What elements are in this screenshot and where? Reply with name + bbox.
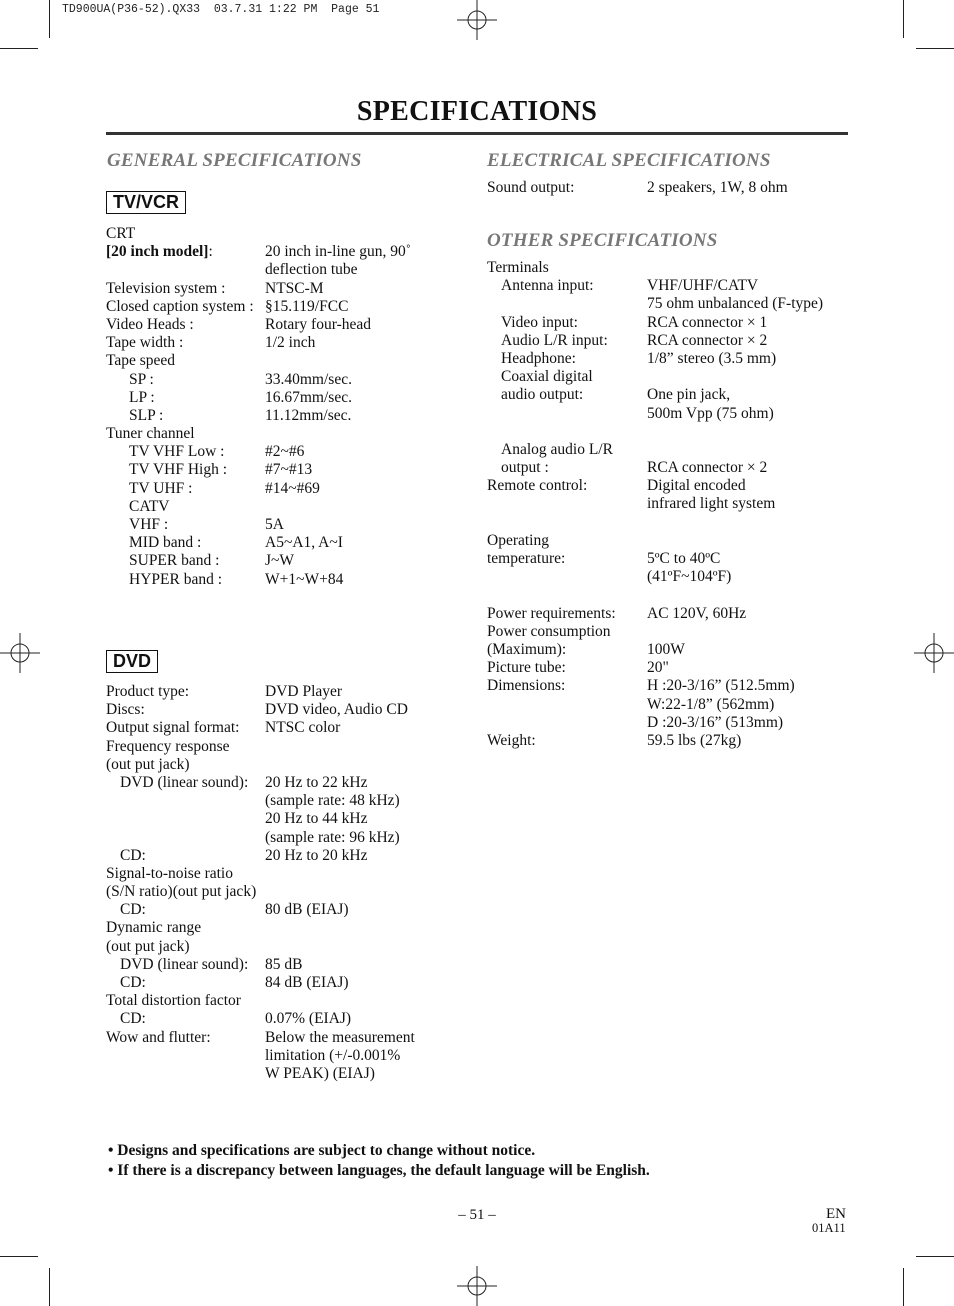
crop-mark bbox=[903, 1268, 904, 1306]
spec-label: (Maximum): bbox=[487, 640, 567, 658]
general-specs-heading: GENERAL SPECIFICATIONS bbox=[107, 150, 362, 171]
crop-mark bbox=[903, 0, 904, 38]
spec-value: 16.67mm/sec. bbox=[265, 388, 352, 406]
spec-label: Antenna input: bbox=[501, 277, 594, 295]
spec-value: (41ºF~104ºF) bbox=[647, 568, 732, 586]
spec-label: SUPER band : bbox=[129, 552, 220, 570]
spec-label: output : bbox=[501, 459, 549, 477]
spec-label: Total distortion factor bbox=[106, 992, 241, 1010]
spec-value: (sample rate: 48 kHz) bbox=[265, 792, 400, 810]
spec-label: Analog audio L/R bbox=[501, 440, 613, 458]
spec-value: 59.5 lbs (27kg) bbox=[647, 731, 742, 749]
tvvcr-label: TV/VCR bbox=[106, 191, 186, 214]
spec-value: 0.07% (EIAJ) bbox=[265, 1010, 352, 1028]
spec-value: #14~#69 bbox=[265, 479, 320, 497]
spec-label: Closed caption system : bbox=[106, 297, 254, 315]
spec-label: Television system : bbox=[106, 279, 226, 297]
spec-label: MID band : bbox=[129, 534, 202, 552]
spec-label: Power requirements: bbox=[487, 604, 616, 622]
spec-label: Tuner channel bbox=[106, 425, 195, 443]
spec-label: Dimensions: bbox=[487, 677, 566, 695]
spec-value: RCA connector × 2 bbox=[647, 331, 768, 349]
spec-value: D :20-3/16” (513mm) bbox=[647, 713, 784, 731]
spec-label: TV VHF High : bbox=[129, 461, 228, 479]
spec-label: Terminals bbox=[487, 259, 549, 276]
spec-label: HYPER band : bbox=[129, 570, 222, 588]
spec-value: deflection tube bbox=[265, 261, 358, 279]
spec-value: 80 dB (EIAJ) bbox=[265, 901, 349, 919]
spec-label: Tape speed bbox=[106, 352, 176, 370]
spec-value: 20" bbox=[647, 659, 669, 677]
crop-mark bbox=[916, 48, 954, 49]
spec-label: VHF : bbox=[129, 516, 169, 533]
spec-label: Headphone: bbox=[501, 349, 576, 367]
registration-mark-icon bbox=[457, 1266, 497, 1306]
document-code: 01A11 bbox=[812, 1221, 846, 1235]
spec-value: Below the measurement bbox=[265, 1028, 415, 1046]
spec-value: One pin jack, bbox=[647, 386, 731, 404]
spec-label: Dynamic range bbox=[106, 919, 202, 937]
spec-value: RCA connector × 1 bbox=[647, 313, 768, 331]
title-rule bbox=[106, 132, 848, 135]
crop-mark bbox=[916, 1256, 954, 1257]
spec-label: (S/N ratio)(out put jack) bbox=[106, 883, 257, 901]
language-code: EN bbox=[826, 1206, 846, 1222]
other-specs-heading: OTHER SPECIFICATIONS bbox=[487, 230, 718, 251]
spec-value: (sample rate: 96 kHz) bbox=[265, 828, 400, 846]
spec-value: 500m Vpp (75 ohm) bbox=[647, 404, 774, 422]
footnotes bbox=[108, 1141, 650, 1181]
spec-value: 5ºC to 40ºC bbox=[647, 550, 721, 567]
spec-value: #7~#13 bbox=[265, 461, 313, 479]
spec-label: CATV bbox=[129, 497, 170, 515]
spec-label: CD: bbox=[120, 1010, 146, 1028]
spec-label: Coaxial digital bbox=[501, 368, 593, 386]
spec-value: AC 120V, 60Hz bbox=[647, 604, 747, 622]
spec-value: 84 dB (EIAJ) bbox=[265, 974, 349, 991]
registration-mark-icon bbox=[914, 633, 954, 673]
spec-value: H :20-3/16” (512.5mm) bbox=[647, 677, 795, 695]
spec-value: A5~A1, A~I bbox=[265, 534, 343, 552]
spec-value: W:22-1/8” (562mm) bbox=[647, 695, 775, 713]
spec-value: 11.12mm/sec. bbox=[265, 406, 352, 424]
spec-value: infrared light system bbox=[647, 495, 776, 513]
spec-value: limitation (+/-0.001% bbox=[265, 1046, 401, 1064]
spec-label: Video Heads : bbox=[106, 315, 194, 333]
spec-label: Operating bbox=[487, 531, 549, 549]
crop-mark bbox=[0, 1256, 38, 1257]
spec-label: SLP : bbox=[129, 406, 164, 424]
spec-value: 33.40mm/sec. bbox=[265, 370, 352, 388]
spec-label: audio output: bbox=[501, 386, 584, 404]
electrical-specs-heading: ELECTRICAL SPECIFICATIONS bbox=[487, 150, 771, 171]
spec-value: 20 Hz to 20 kHz bbox=[265, 846, 368, 864]
registration-mark-icon bbox=[457, 0, 497, 40]
crop-mark bbox=[49, 1268, 50, 1306]
spec-value: 20 Hz to 22 kHz bbox=[265, 773, 368, 791]
spec-label: (out put jack) bbox=[106, 755, 190, 773]
dvd-label: DVD bbox=[106, 650, 158, 673]
spec-label: TV UHF : bbox=[129, 479, 193, 497]
spec-value: DVD video, Audio CD bbox=[265, 701, 408, 719]
spec-value: 20 Hz to 44 kHz bbox=[265, 810, 368, 828]
spec-label: Signal-to-noise ratio bbox=[106, 864, 233, 882]
spec-label: Frequency response bbox=[106, 737, 230, 755]
spec-value: 2 speakers, 1W, 8 ohm bbox=[647, 179, 788, 196]
spec-value: #2~#6 bbox=[265, 443, 305, 461]
crop-mark bbox=[49, 0, 50, 38]
spec-value: 1/2 inch bbox=[265, 334, 316, 352]
spec-label: Power consumption bbox=[487, 622, 611, 640]
spec-value: NTSC color bbox=[265, 719, 341, 737]
spec-label: [20 inch model]: bbox=[106, 243, 213, 261]
spec-label: Discs: bbox=[106, 701, 145, 719]
spec-label: CRT bbox=[106, 225, 136, 242]
spec-label: DVD (linear sound): bbox=[120, 955, 249, 973]
spec-value: W+1~W+84 bbox=[265, 570, 344, 588]
spec-value: Digital encoded bbox=[647, 477, 746, 495]
spec-label: LP : bbox=[129, 388, 155, 406]
spec-label: temperature: bbox=[487, 550, 566, 567]
spec-value: 100W bbox=[647, 640, 685, 658]
spec-value: 75 ohm unbalanced (F-type) bbox=[647, 295, 824, 313]
spec-value: 20 inch in-line gun, 90˚ bbox=[265, 243, 411, 261]
spec-value: Rotary four-head bbox=[265, 315, 371, 333]
footnote: • Designs and specifications are subject to change without notice. bbox=[108, 1142, 536, 1159]
spec-label: Audio L/R input: bbox=[501, 331, 608, 349]
spec-label: Output signal format: bbox=[106, 719, 240, 737]
spec-label: SP : bbox=[129, 370, 154, 388]
spec-label: Tape width : bbox=[106, 334, 184, 352]
spec-value: 5A bbox=[265, 516, 284, 533]
spec-label: TV VHF Low : bbox=[129, 443, 225, 461]
spec-label: Picture tube: bbox=[487, 659, 566, 677]
crop-mark bbox=[0, 48, 38, 49]
spec-value: NTSC-M bbox=[265, 279, 324, 297]
page-title: SPECIFICATIONS bbox=[356, 96, 598, 127]
spec-label: Remote control: bbox=[487, 477, 588, 495]
spec-value: 85 dB bbox=[265, 955, 303, 973]
printer-slug: TD900UA(P36-52).QX33 03.7.31 1:22 PM Page 51 bbox=[62, 3, 380, 16]
spec-label: DVD (linear sound): bbox=[120, 773, 249, 791]
spec-value: VHF/UHF/CATV bbox=[647, 277, 759, 295]
registration-mark-icon bbox=[0, 633, 40, 673]
spec-label: CD: bbox=[120, 846, 146, 864]
spec-label: Weight: bbox=[487, 731, 536, 749]
spec-value: §15.119/FCC bbox=[265, 297, 349, 315]
spec-value: DVD Player bbox=[265, 683, 343, 700]
spec-label: Video input: bbox=[501, 313, 578, 331]
spec-label: Wow and flutter: bbox=[106, 1028, 211, 1046]
spec-label: CD: bbox=[120, 901, 146, 919]
spec-label: CD: bbox=[120, 974, 146, 991]
spec-value: RCA connector × 2 bbox=[647, 459, 768, 477]
spec-label: (out put jack) bbox=[106, 937, 190, 955]
footnote: • If there is a discrepancy between languages, the default language will be English. bbox=[108, 1162, 650, 1179]
spec-label: Sound output: bbox=[487, 179, 575, 196]
page-number: – 51 – bbox=[458, 1207, 496, 1223]
spec-value: W PEAK) (EIAJ) bbox=[265, 1064, 375, 1082]
spec-value: 1/8” stereo (3.5 mm) bbox=[647, 349, 777, 367]
spec-label: Product type: bbox=[106, 683, 190, 700]
spec-value: J~W bbox=[265, 552, 295, 570]
